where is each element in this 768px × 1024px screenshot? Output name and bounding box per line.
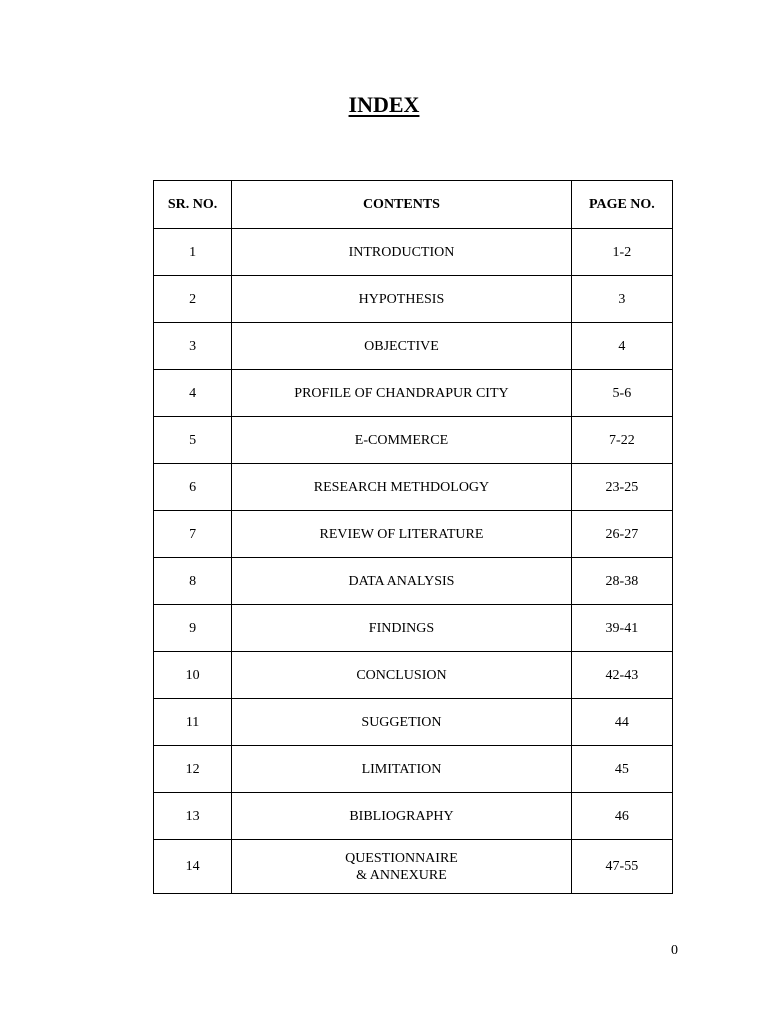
- table-row: [154, 840, 673, 894]
- table-header-row: [154, 181, 673, 229]
- contents-cell: QUESTIONNAIRE & ANNEXURE: [232, 840, 572, 894]
- table-row: [154, 793, 673, 840]
- header-page-no: PAGE NO.: [571, 181, 672, 229]
- page-cell: 5-6: [571, 370, 672, 417]
- header-contents: CONTENTS: [232, 181, 572, 229]
- table-row: [154, 417, 673, 464]
- contents-cell: CONCLUSION: [232, 652, 572, 699]
- contents-cell: LIMITATION: [232, 746, 572, 793]
- header-sr-no: SR. NO.: [154, 181, 232, 229]
- table-row: [154, 370, 673, 417]
- table-row: [154, 464, 673, 511]
- contents-cell: SUGGETION: [232, 699, 572, 746]
- table-row: [154, 511, 673, 558]
- contents-cell: RESEARCH METHDOLOGY: [232, 464, 572, 511]
- page-cell: 39-41: [571, 605, 672, 652]
- sr-cell: 14: [154, 840, 232, 894]
- index-table: [153, 180, 673, 894]
- table-row: [154, 652, 673, 699]
- sr-cell: 6: [154, 464, 232, 511]
- sr-cell: 2: [154, 276, 232, 323]
- contents-cell: OBJECTIVE: [232, 323, 572, 370]
- sr-cell: 13: [154, 793, 232, 840]
- contents-cell: DATA ANALYSIS: [232, 558, 572, 605]
- page-cell: 46: [571, 793, 672, 840]
- contents-cell: FINDINGS: [232, 605, 572, 652]
- contents-cell: E-COMMERCE: [232, 417, 572, 464]
- contents-cell: INTRODUCTION: [232, 229, 572, 276]
- sr-cell: 9: [154, 605, 232, 652]
- page-cell: 42-43: [571, 652, 672, 699]
- sr-cell: 1: [154, 229, 232, 276]
- page-cell: 3: [571, 276, 672, 323]
- page-cell: 28-38: [571, 558, 672, 605]
- sr-cell: 3: [154, 323, 232, 370]
- table-row: [154, 558, 673, 605]
- sr-cell: 10: [154, 652, 232, 699]
- page-cell: 47-55: [571, 840, 672, 894]
- table-row: [154, 699, 673, 746]
- sr-cell: 5: [154, 417, 232, 464]
- table-row: [154, 229, 673, 276]
- table-row: [154, 323, 673, 370]
- page-cell: 44: [571, 699, 672, 746]
- contents-cell: PROFILE OF CHANDRAPUR CITY: [232, 370, 572, 417]
- sr-cell: 4: [154, 370, 232, 417]
- table-row: [154, 605, 673, 652]
- page-cell: 45: [571, 746, 672, 793]
- sr-cell: 8: [154, 558, 232, 605]
- sr-cell: 12: [154, 746, 232, 793]
- page-cell: 23-25: [571, 464, 672, 511]
- page-title: INDEX: [348, 92, 420, 117]
- page-number: 0: [671, 943, 678, 958]
- sr-cell: 7: [154, 511, 232, 558]
- page-cell: 4: [571, 323, 672, 370]
- table-row: [154, 746, 673, 793]
- contents-cell: BIBLIOGRAPHY: [232, 793, 572, 840]
- page-cell: 1-2: [571, 229, 672, 276]
- contents-cell: REVIEW OF LITERATURE: [232, 511, 572, 558]
- table-body: [154, 229, 673, 894]
- table-row: [154, 276, 673, 323]
- contents-cell: HYPOTHESIS: [232, 276, 572, 323]
- sr-cell: 11: [154, 699, 232, 746]
- page-cell: 7-22: [571, 417, 672, 464]
- page-cell: 26-27: [571, 511, 672, 558]
